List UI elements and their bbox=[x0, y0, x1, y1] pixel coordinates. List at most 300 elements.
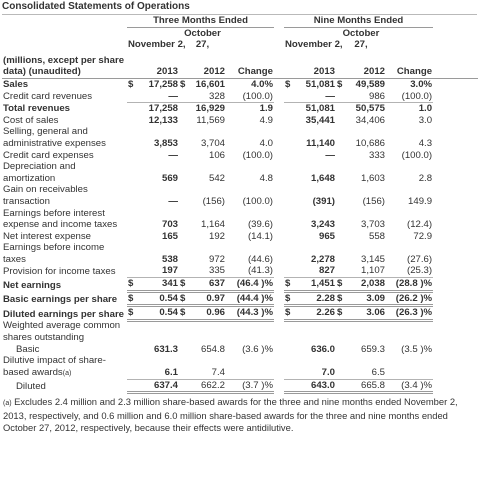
value-2012-nine-months: 665.8 bbox=[346, 379, 386, 393]
spacer bbox=[433, 78, 478, 90]
value-2013-three-months: 637.4 bbox=[137, 379, 179, 393]
currency-symbol bbox=[284, 103, 294, 115]
currency-symbol: $ bbox=[284, 306, 294, 321]
value-2012-three-months bbox=[189, 320, 226, 343]
currency-symbol bbox=[179, 115, 189, 127]
row-label bbox=[2, 278, 127, 292]
currency-symbol bbox=[127, 91, 137, 103]
value-2012-three-months: 328 bbox=[208, 90, 225, 102]
value-2012-three-months: 637 bbox=[189, 278, 226, 292]
currency-symbol bbox=[284, 379, 294, 393]
spacer bbox=[274, 320, 284, 343]
value-2012-nine-months: (156) bbox=[362, 195, 385, 207]
value-2012-nine-months bbox=[346, 320, 386, 343]
change-three-months: (100.0) bbox=[242, 195, 273, 207]
value-2012-nine-months: 659.3 bbox=[360, 343, 385, 355]
table-row bbox=[2, 242, 478, 265]
row-label bbox=[2, 103, 127, 115]
currency-symbol: $ bbox=[127, 291, 137, 306]
value-2013-three-months: 569 bbox=[161, 172, 178, 184]
table-row bbox=[2, 291, 478, 306]
currency-symbol bbox=[179, 242, 189, 265]
currency-symbol bbox=[336, 320, 346, 343]
currency-symbol bbox=[127, 231, 137, 243]
value-2012-nine-months: 3.06 bbox=[346, 306, 386, 321]
value-2012-nine-months: 49,589 bbox=[355, 78, 385, 90]
currency-symbol bbox=[179, 231, 189, 243]
spacer bbox=[274, 344, 284, 356]
value-2013-nine-months: — bbox=[325, 149, 335, 161]
currency-symbol bbox=[336, 150, 346, 162]
statement-title: Consolidated Statements of Operations bbox=[2, 1, 477, 15]
row-label bbox=[2, 306, 127, 321]
value-2012-nine-months: 34,406 bbox=[355, 114, 385, 126]
value-2012-three-months: 0.96 bbox=[189, 306, 226, 321]
value-2013-three-months: 341 bbox=[137, 278, 179, 292]
table-row bbox=[2, 150, 478, 162]
footnote-ref: (a) bbox=[62, 369, 72, 377]
value-2012-three-months: 106 bbox=[208, 149, 225, 161]
table-row bbox=[2, 103, 478, 115]
currency-symbol bbox=[336, 103, 346, 115]
change-three-months: 4.0 bbox=[259, 137, 273, 149]
currency-symbol bbox=[179, 208, 189, 231]
change-nine-months: (12.4) bbox=[407, 219, 433, 231]
change-nine-months: 3.0% bbox=[410, 78, 433, 90]
row-label-text: Cost of sales bbox=[3, 114, 59, 126]
currency-symbol bbox=[284, 115, 294, 127]
spacer bbox=[274, 91, 284, 103]
currency-symbol: $ bbox=[179, 291, 189, 306]
row-label-text: Earnings before income taxes bbox=[3, 242, 105, 265]
value-2013-three-months: — bbox=[168, 195, 178, 207]
value-2012-nine-months: 3.09 bbox=[346, 291, 386, 306]
spacer bbox=[433, 355, 478, 379]
spacer bbox=[274, 103, 284, 115]
change-nine-months: (28.8 )% bbox=[386, 278, 433, 292]
row-label bbox=[2, 379, 127, 393]
change-three-months bbox=[226, 355, 274, 379]
value-2013-three-months: 17,258 bbox=[137, 103, 179, 115]
spacer bbox=[433, 291, 478, 306]
currency-symbol bbox=[179, 150, 189, 162]
currency-symbol bbox=[336, 355, 346, 379]
row-label bbox=[2, 208, 127, 231]
value-2012-nine-months: 1,603 bbox=[360, 172, 385, 184]
currency-symbol bbox=[127, 161, 137, 184]
row-label bbox=[2, 184, 127, 207]
currency-symbol: $ bbox=[179, 278, 189, 292]
currency-symbol bbox=[179, 103, 189, 115]
change-three-months: 4.9 bbox=[259, 114, 273, 126]
row-label-text: Total revenues bbox=[3, 103, 71, 115]
row-label bbox=[2, 78, 127, 90]
spacer bbox=[433, 278, 478, 292]
change-nine-months: (27.6) bbox=[407, 253, 433, 265]
currency-symbol bbox=[127, 242, 137, 265]
spacer bbox=[433, 91, 478, 103]
value-2013-nine-months: 7.0 bbox=[294, 355, 336, 379]
spacer bbox=[433, 115, 478, 127]
table-row bbox=[2, 306, 478, 321]
value-2012-three-months: (156) bbox=[202, 195, 225, 207]
value-2013-three-months: 538 bbox=[161, 253, 178, 265]
row-label bbox=[2, 126, 127, 149]
value-2013-nine-months: 643.0 bbox=[294, 379, 336, 393]
currency-symbol bbox=[284, 126, 294, 149]
row-label bbox=[2, 344, 127, 356]
change-nine-months: (25.3) bbox=[386, 265, 433, 277]
currency-symbol bbox=[284, 231, 294, 243]
change-nine-months bbox=[386, 355, 433, 379]
currency-symbol bbox=[336, 126, 346, 149]
value-2012-three-months: 0.97 bbox=[189, 291, 226, 306]
value-2013-nine-months: — bbox=[325, 90, 335, 102]
value-2013-three-months: 631.3 bbox=[153, 343, 178, 355]
change-three-months: (41.3) bbox=[226, 265, 274, 277]
currency-symbol bbox=[127, 150, 137, 162]
spacer bbox=[433, 265, 478, 277]
currency-symbol: $ bbox=[179, 306, 189, 321]
change-nine-months: (100.0) bbox=[401, 149, 433, 161]
spacer bbox=[433, 103, 478, 115]
value-2013-three-months: 0.54 bbox=[137, 291, 179, 306]
spacer bbox=[433, 184, 478, 207]
value-2012-nine-months: 3,145 bbox=[360, 253, 385, 265]
currency-symbol bbox=[179, 91, 189, 103]
currency-symbol: $ bbox=[284, 278, 294, 292]
currency-symbol bbox=[336, 379, 346, 393]
spacer bbox=[433, 344, 478, 356]
value-2013-nine-months: 2,278 bbox=[310, 253, 335, 265]
unit-label: (millions, except per share data) (unaudited) bbox=[2, 51, 127, 79]
row-label-text: Sales bbox=[3, 78, 29, 90]
value-2012-three-months: 654.8 bbox=[200, 343, 225, 355]
value-2012-three-months: 3,704 bbox=[200, 137, 225, 149]
spacer bbox=[274, 355, 284, 379]
row-label-text: Diluted bbox=[16, 381, 46, 393]
value-2012-nine-months: 6.5 bbox=[346, 355, 386, 379]
currency-symbol bbox=[336, 231, 346, 243]
date-label: November 2, bbox=[128, 39, 186, 51]
spacer bbox=[274, 306, 284, 321]
currency-symbol bbox=[179, 161, 189, 184]
row-label-text: Credit card expenses bbox=[3, 149, 94, 161]
value-2012-three-months: 16,601 bbox=[195, 78, 225, 90]
currency-symbol bbox=[127, 344, 137, 356]
currency-symbol bbox=[127, 103, 137, 115]
table-row bbox=[2, 91, 478, 103]
value-2013-nine-months: 1,451 bbox=[294, 278, 336, 292]
currency-symbol: $ bbox=[128, 78, 134, 90]
row-label-text: Provision for income taxes bbox=[3, 265, 116, 277]
table-row bbox=[2, 265, 478, 277]
currency-symbol bbox=[179, 355, 189, 379]
currency-symbol bbox=[336, 242, 346, 265]
currency-symbol: $ bbox=[127, 306, 137, 321]
currency-symbol: $ bbox=[336, 306, 346, 321]
value-2013-nine-months: 965 bbox=[318, 230, 335, 242]
table-row bbox=[2, 184, 478, 207]
change-nine-months bbox=[386, 320, 433, 343]
row-label-text: Earnings before interest expense and income taxes bbox=[3, 207, 118, 231]
change-nine-months: (26.3 )% bbox=[386, 306, 433, 321]
column-change: Change bbox=[226, 51, 274, 79]
value-2013-three-months bbox=[137, 320, 179, 343]
spacer bbox=[274, 126, 284, 149]
column-year: 2012 bbox=[179, 51, 226, 79]
value-2012-three-months: 335 bbox=[189, 265, 226, 277]
value-2012-three-months: 16,929 bbox=[189, 103, 226, 115]
change-three-months: (100.0) bbox=[242, 90, 273, 102]
currency-symbol bbox=[127, 184, 137, 207]
value-2013-three-months: 165 bbox=[161, 230, 178, 242]
spacer bbox=[274, 150, 284, 162]
value-2013-nine-months: (391) bbox=[312, 195, 335, 207]
row-label bbox=[2, 355, 127, 379]
spacer bbox=[274, 184, 284, 207]
table-row bbox=[2, 355, 478, 379]
change-nine-months: 2.8 bbox=[418, 172, 433, 184]
change-three-months: (44.6) bbox=[247, 253, 273, 265]
currency-symbol bbox=[127, 355, 137, 379]
table-row bbox=[2, 231, 478, 243]
spacer bbox=[274, 208, 284, 231]
currency-symbol bbox=[336, 184, 346, 207]
change-three-months: (100.0) bbox=[242, 149, 273, 161]
row-label bbox=[2, 150, 127, 162]
row-label bbox=[2, 161, 127, 184]
change-nine-months: (26.2 )% bbox=[386, 291, 433, 306]
table-row bbox=[2, 78, 478, 90]
row-label-text: Weighted average common shares outstanding bbox=[3, 320, 121, 343]
value-2013-three-months: 6.1 bbox=[137, 355, 179, 379]
row-label-text: Gain on receivables transaction bbox=[3, 184, 88, 207]
spacer bbox=[274, 161, 284, 184]
currency-symbol bbox=[336, 91, 346, 103]
date-label: November 2, bbox=[285, 39, 343, 51]
spacer bbox=[274, 231, 284, 243]
footnote-text: Excludes 2.4 million and 2.3 million share-based awards for the three and nine months ended November 2, 2013, respectively, and 0.6 million and 6.0 million share-based awards for the three and nine months ended October 27, 2012, respectively, because their effects were antidilutive. bbox=[3, 396, 458, 433]
row-label bbox=[2, 242, 127, 265]
change-nine-months: 149.9 bbox=[408, 195, 433, 207]
table-row bbox=[2, 278, 478, 292]
currency-symbol bbox=[284, 242, 294, 265]
currency-symbol: $ bbox=[336, 291, 346, 306]
spacer bbox=[433, 320, 478, 343]
value-2013-three-months: 197 bbox=[137, 265, 179, 277]
currency-symbol bbox=[284, 91, 294, 103]
spacer bbox=[433, 231, 478, 243]
three-months-header: Three Months Ended bbox=[127, 15, 274, 27]
value-2013-nine-months: 51,081 bbox=[305, 78, 335, 90]
row-label-text: Dilutive impact of share-based awards bbox=[3, 355, 106, 378]
date-label: 27, bbox=[354, 39, 368, 51]
value-2012-nine-months: 10,686 bbox=[355, 137, 385, 149]
value-2012-three-months: 972 bbox=[208, 253, 225, 265]
currency-symbol: $ bbox=[285, 78, 291, 90]
spacer bbox=[433, 242, 478, 265]
row-label-text: Diluted earnings per share bbox=[3, 308, 125, 320]
row-label bbox=[2, 231, 127, 243]
currency-symbol bbox=[284, 161, 294, 184]
nine-months-header: Nine Months Ended bbox=[284, 15, 433, 27]
value-2013-three-months: — bbox=[168, 90, 178, 102]
date-label: October bbox=[342, 27, 380, 39]
currency-symbol bbox=[336, 344, 346, 356]
currency-symbol bbox=[179, 320, 189, 343]
change-nine-months: 3.0 bbox=[418, 114, 433, 126]
spacer bbox=[433, 161, 478, 184]
table-row bbox=[2, 126, 478, 149]
value-2013-nine-months: 3,243 bbox=[310, 219, 335, 231]
row-label-text: Selling, general and administrative expenses bbox=[3, 126, 106, 149]
value-2013-nine-months: 1,648 bbox=[310, 172, 335, 184]
currency-symbol bbox=[284, 184, 294, 207]
row-label bbox=[2, 320, 127, 343]
value-2012-nine-months: 2,038 bbox=[346, 278, 386, 292]
currency-symbol bbox=[284, 208, 294, 231]
spacer bbox=[433, 306, 478, 321]
change-three-months: 4.8 bbox=[259, 172, 273, 184]
change-three-months: 1.9 bbox=[226, 103, 274, 115]
currency-symbol bbox=[127, 320, 137, 343]
currency-symbol bbox=[127, 265, 137, 277]
footnote-mark: (a) bbox=[3, 400, 12, 408]
spacer bbox=[274, 78, 284, 90]
table-row bbox=[2, 320, 478, 343]
value-2013-nine-months: 2.28 bbox=[294, 291, 336, 306]
value-2013-nine-months: 35,441 bbox=[305, 114, 335, 126]
currency-symbol: $ bbox=[336, 278, 346, 292]
change-three-months: 4.0% bbox=[251, 78, 273, 90]
currency-symbol bbox=[284, 265, 294, 277]
change-nine-months: (100.0) bbox=[401, 90, 433, 102]
row-label-text: Depreciation and amortization bbox=[3, 161, 76, 184]
currency-symbol: $ bbox=[337, 78, 343, 90]
spacer bbox=[274, 115, 284, 127]
spacer bbox=[274, 379, 284, 393]
value-2013-three-months: 17,258 bbox=[148, 78, 178, 90]
currency-symbol: $ bbox=[127, 278, 137, 292]
change-three-months: (44.3 )% bbox=[226, 306, 274, 321]
value-2012-three-months: 662.2 bbox=[189, 379, 226, 393]
currency-symbol bbox=[179, 344, 189, 356]
value-2012-three-months: 7.4 bbox=[189, 355, 226, 379]
value-2013-nine-months: 827 bbox=[294, 265, 336, 277]
currency-symbol bbox=[179, 184, 189, 207]
value-2012-nine-months: 1,107 bbox=[346, 265, 386, 277]
column-year: 2012 bbox=[336, 51, 386, 79]
currency-symbol bbox=[336, 161, 346, 184]
row-label-text: Credit card revenues bbox=[3, 91, 93, 103]
value-2013-nine-months: 2.26 bbox=[294, 306, 336, 321]
value-2013-three-months: 0.54 bbox=[137, 306, 179, 321]
operations-table bbox=[2, 15, 478, 394]
change-three-months: (39.6) bbox=[247, 219, 273, 231]
currency-symbol bbox=[127, 379, 137, 393]
currency-symbol bbox=[336, 265, 346, 277]
row-label-text: Net earnings bbox=[3, 279, 62, 291]
value-2012-nine-months: 986 bbox=[368, 90, 385, 102]
change-nine-months: 72.9 bbox=[413, 230, 433, 242]
currency-symbol bbox=[127, 208, 137, 231]
value-2013-three-months: — bbox=[168, 149, 178, 161]
footnote bbox=[2, 396, 477, 433]
date-label: October bbox=[184, 27, 221, 39]
spacer bbox=[433, 150, 478, 162]
value-2012-three-months: 11,569 bbox=[196, 114, 225, 126]
table-row bbox=[2, 379, 478, 393]
table-row bbox=[2, 208, 478, 231]
row-label-text: Net interest expense bbox=[3, 230, 91, 242]
value-2012-nine-months: 3,703 bbox=[360, 219, 385, 231]
spacer bbox=[274, 265, 284, 277]
value-2013-three-months: 703 bbox=[161, 219, 178, 231]
column-year: 2013 bbox=[284, 51, 336, 79]
change-nine-months: 1.0 bbox=[386, 103, 433, 115]
table-row bbox=[2, 161, 478, 184]
table-row bbox=[2, 344, 478, 356]
currency-symbol bbox=[284, 344, 294, 356]
row-label bbox=[2, 115, 127, 127]
spacer bbox=[274, 242, 284, 265]
change-three-months: (3.6 )% bbox=[242, 343, 273, 355]
row-label bbox=[2, 291, 127, 306]
value-2012-three-months: 1,164 bbox=[200, 219, 225, 231]
currency-symbol bbox=[336, 115, 346, 127]
value-2013-three-months: 3,853 bbox=[153, 137, 178, 149]
value-2012-nine-months: 333 bbox=[368, 149, 385, 161]
currency-symbol bbox=[179, 379, 189, 393]
currency-symbol: $ bbox=[180, 78, 186, 90]
value-2012-nine-months: 50,575 bbox=[346, 103, 386, 115]
spacer bbox=[274, 278, 284, 292]
change-nine-months: (3.4 )% bbox=[386, 379, 433, 393]
row-label bbox=[2, 91, 127, 103]
change-three-months: (3.7 )% bbox=[226, 379, 274, 393]
currency-symbol bbox=[127, 115, 137, 127]
spacer bbox=[433, 379, 478, 393]
currency-symbol bbox=[179, 265, 189, 277]
spacer bbox=[274, 291, 284, 306]
value-2012-nine-months: 558 bbox=[368, 230, 385, 242]
value-2013-nine-months: 11,140 bbox=[306, 137, 335, 149]
value-2013-nine-months: 636.0 bbox=[310, 343, 335, 355]
spacer bbox=[433, 126, 478, 149]
spacer bbox=[433, 208, 478, 231]
change-nine-months: (3.5 )% bbox=[401, 343, 433, 355]
currency-symbol: $ bbox=[284, 291, 294, 306]
currency-symbol bbox=[284, 150, 294, 162]
row-label-text: Basic earnings per share bbox=[3, 294, 118, 306]
currency-symbol bbox=[284, 320, 294, 343]
date-label: 27, bbox=[195, 39, 210, 51]
currency-symbol bbox=[284, 355, 294, 379]
change-three-months bbox=[226, 320, 274, 343]
change-three-months: (14.1) bbox=[247, 230, 273, 242]
change-nine-months: 4.3 bbox=[418, 137, 433, 149]
value-2013-nine-months: 51,081 bbox=[294, 103, 336, 115]
row-label-text: Basic bbox=[16, 343, 40, 355]
column-change: Change bbox=[386, 51, 433, 79]
value-2012-three-months: 192 bbox=[208, 230, 225, 242]
currency-symbol bbox=[179, 126, 189, 149]
change-three-months: (44.4 )% bbox=[226, 291, 274, 306]
currency-symbol bbox=[127, 126, 137, 149]
column-year: 2013 bbox=[127, 51, 179, 79]
table-row bbox=[2, 115, 478, 127]
